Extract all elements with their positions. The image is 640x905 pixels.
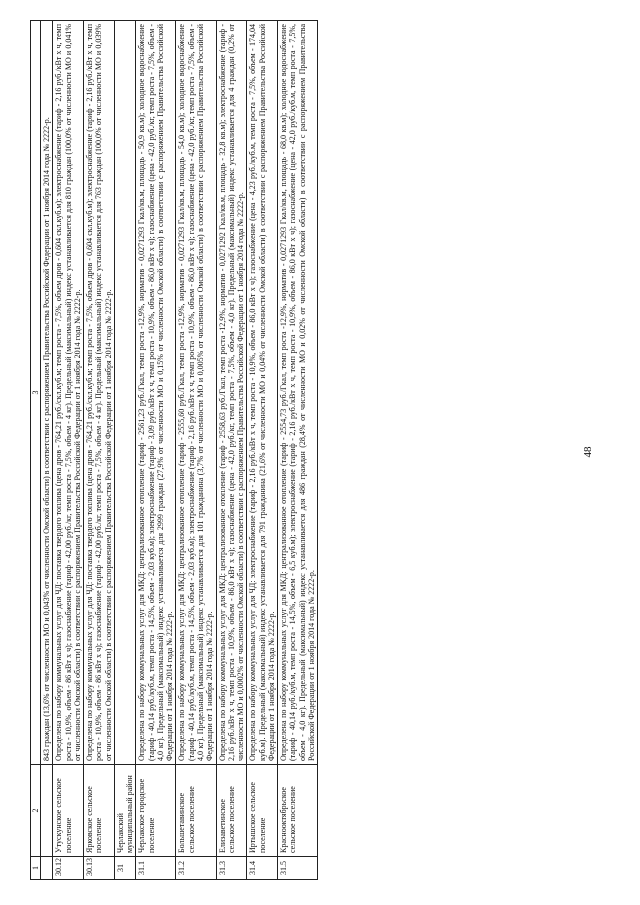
row-number: 31.4 <box>247 857 278 880</box>
table-row <box>176 21 216 880</box>
row-number: 31.5 <box>278 857 318 880</box>
municipality-name: Утускунское сельское поселение <box>53 765 84 857</box>
row-number: 31 <box>114 857 136 880</box>
table-row <box>216 21 247 880</box>
table-row <box>84 21 115 880</box>
table-row <box>41 21 53 880</box>
table-row <box>114 21 136 880</box>
row-number: 30.13 <box>84 857 115 880</box>
municipality-name <box>41 765 53 857</box>
index-description: Определена по набору коммунальных услуг для МКД: централизованное отопление (тариф - 2555,60 руб./Гкал, темп роста -12,9%, норматив - 0,0271293 Гкал/кв.м, площадь - 54,0 кв.м); холодное водоснабжение (тариф - 40,14 руб./куб.м, темп роста - 14,5%, объем - 2,03 куб.м); электроснабжение (тариф - 2,16 руб./кВт х ч, темп роста - 10,9%, объем - 86,0 кВт х ч); газоснабжение (цена - 42,0 руб./кг, темп роста - 7,5%, объем - 4,0 кг). Предельный (максимальный) индекс устанавливается для 101 гражданина (3,7% от численности МО и 0,005% от численности Омской области) в соответствии с распоряжением Правительства Российской Федерации от 1 ноября 2014 года № 2222-р. <box>176 21 216 765</box>
header-col-number: 1 <box>31 857 41 880</box>
index-description: Определена по набору коммунальных услуг для МКД: централизованное отопление (тариф - 2561,23 руб./Гкал, темп роста -12,9%, норматив - 0,0271293 Гкал/кв.м, площадь - 50,9 кв.м); холодное водоснабжение (тариф - 40,14 руб./куб.м, темп роста - 14,5%, объем - 2,03 куб.м); электроснабжение (тариф - 3,09 руб./кВт х ч, темп роста - 10,9%, объем - 86,0 кВт х ч); газоснабжение (цена - 42,0 руб./кг, темп роста - 7,5%, объем - 4,0 кг). Предельный (максимальный) индекс устанавливается для 2999 граждан (27,9% от численности МО и 0,15% от численности Омской области) в соответствии с распоряжением Правительства Российской Федерации от 1 ноября 2014 года № 2222-р. <box>136 21 176 765</box>
index-description: Определена по набору коммунальных услуг для ЧД: поставка твердого топлива (цена дров - 764,21 руб./скл.куб.м; темп роста - 7,5%, объем дров - 0,604 скл.куб.м); электроснабжение (тариф - 2,16 руб./кВт х ч, темп роста - 10,9%, объем - 86 кВт х ч); газоснабжение (тариф - 42,00 руб./кг, темп роста - 7,5%, объем - 4 кг). Предельный (максимальный) индекс устанавливается для 810 граждан (100,0% от численности МО и 0,041% от численности Омской области) в соответствии с распоряжением Правительства Российской Федерации от 1 ноября 2014 года № 2222-р. <box>53 21 84 765</box>
index-description <box>114 21 136 765</box>
index-description: 843 граждан (13,6% от численности МО и 0,043% от численности Омской области) в соответствии с распоряжением Правительства Российской Федерации от 1 ноября 2014 года № 2222-р. <box>41 21 53 765</box>
row-number <box>41 857 53 880</box>
municipality-name: Елизаветинское сельское поселение <box>216 765 247 857</box>
row-number: 31.3 <box>216 857 247 880</box>
index-description: Определена по набору коммунальных услуг для ЧД: электроснабжение (тариф - 2,16 руб./кВт х ч, темп роста - 10,9%, объем - 86,0 кВт х ч); газоснабжение (цена - 4,23 руб./куб.м, темп роста - 7,5%, объем - 174,04 куб.м). Предельный (максимальный) индекс устанавливается для 791 гражданина (21,6% от численности МО и 0,04% от численности Омской области) в соответствии с распоряжением Правительства Российской Федерации от 1 ноября 2014 года № 2222-р. <box>247 21 278 765</box>
table-header-row <box>31 21 41 880</box>
page-number: 48 <box>582 446 594 458</box>
document-table <box>30 20 318 880</box>
index-description: Определена по набору коммунальных услуг для МКД: централизованное отопление (тариф - 2558,63 руб./Гкал, темп роста -12,9%, норматив - 0,0271292 Гкал/кв.м, площадь - 32,8 кв.м); электроснабжение (тариф - 2,16 руб./кВт х ч, темп роста - 10,9%, объем - 86,0 кВт х ч); газоснабжение (цена - 42,0 руб./кг, темп роста - 7,5%, объем - 4,0 кг). Предельный (максимальный) индекс устанавливается для 4 граждан (0,2% от численности МО и 0,0002% от численности Омской области) в соответствии с распоряжением Правительства Российской Федерации от 1 ноября 2014 года № 2222-р. <box>216 21 247 765</box>
municipality-name: Большетавинское сельское поселение <box>176 765 216 857</box>
table-row <box>136 21 176 880</box>
table-row <box>247 21 278 880</box>
row-number: 31.2 <box>176 857 216 880</box>
table-row <box>53 21 84 880</box>
header-col-municipality: 2 <box>31 765 41 857</box>
index-description: Определена по набору коммунальных услуг для МКД: централизованное отопление (тариф - 2554,73 руб./Гкал, темп роста -12,9%, норматив - 0,0271293 Гкал/кв.м, площадь - 68,0 кв.м); холодное водоснабжение (тариф - 40,14 руб./куб.м, темп роста - 14,5%, объем - 6,5 куб.м); электроснабжение (тариф - 2,16 руб./кВт х ч, темп роста - 10,9%, объем - 86,0 кВт х ч); газоснабжение (цена - 42,0 руб./куб.м, темп роста - 7,5%, объем - 4,0 кг). Предельный (максимальный) индекс устанавливается для 486 граждан (28,4% от численности МО и 0,02% от численности Омской области) в соответствии с распоряжением Правительства Российской Федерации от 1 ноября 2014 года № 2222-р. <box>278 21 318 765</box>
municipality-name: Краснооктябрьское сельское поселение <box>278 765 318 857</box>
municipality-name: Черлакский муниципальный район <box>114 765 136 857</box>
municipality-name: Ярковское сельское поселение <box>84 765 115 857</box>
index-description: Определена по набору коммунальных услуг для ЧД: поставка твердого топлива (цена дров - 764,21 руб./скл.куб.м; темп роста - 7,5%, объем дров - 0,604 скл.куб.м); электроснабжение (тариф - 2,16 руб./кВт х ч, темп роста - 10,9%, объем - 86 кВт х ч); газоснабжение (тариф - 42,00 руб./кг, темп роста - 7,5%, объем - 4 кг). Предельный (максимальный) индекс устанавливается для 763 граждан (100,0% от численности МО и 0,039% от численности Омской области) в соответствии с распоряжением Правительства Российской Федерации от 1 ноября 2014 года № 2222-р. <box>84 21 115 765</box>
municipality-name: Черлакское городское поселение <box>136 765 176 857</box>
row-number: 31.1 <box>136 857 176 880</box>
row-number: 30.12 <box>53 857 84 880</box>
header-col-description: 3 <box>31 21 41 765</box>
table-row <box>278 21 318 880</box>
municipality-name: Иртышское сельское поселение <box>247 765 278 857</box>
